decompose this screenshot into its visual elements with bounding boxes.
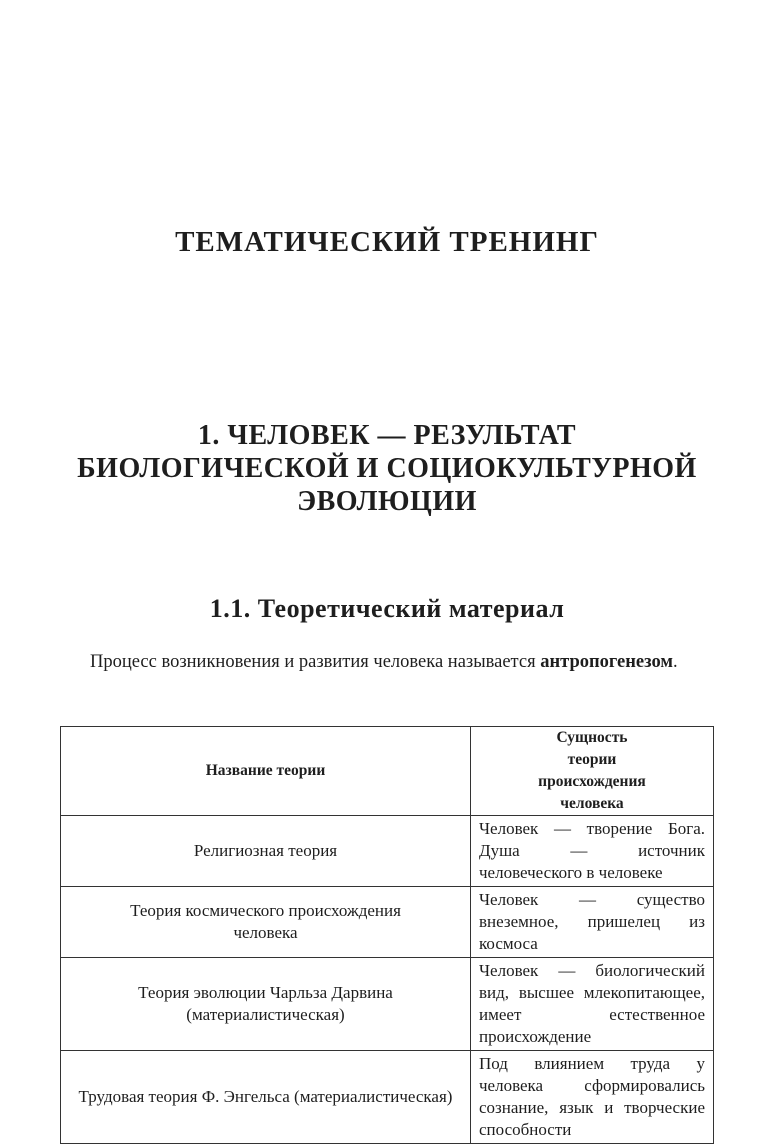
chapter-title-line: ЭВОЛЮЦИИ <box>297 486 477 517</box>
term: антропогенезом <box>540 652 673 672</box>
theory-essence: Под влиянием труда у человека сформировались сознание, язык и творческие способности <box>471 1051 714 1144</box>
paragraph-text: Процесс возникновения и развития человека называется <box>90 652 541 672</box>
table-row <box>61 1051 714 1144</box>
paragraph-end: . <box>672 652 678 672</box>
theories-table <box>60 726 714 1144</box>
table-row <box>61 958 714 1051</box>
theory-name: Трудовая теория Ф. Энгельса (материалистическая) <box>61 1051 471 1144</box>
theory-essence: Человек — биологический вид, высшее млекопитающее, имеет естественное происхождение <box>471 958 714 1051</box>
table-row <box>61 816 714 887</box>
chapter-title-line: БИОЛОГИЧЕСКОЙ И СОЦИОКУЛЬТУРНОЙ <box>77 453 697 484</box>
section-title: 1.1. Теоретический материал <box>209 594 565 623</box>
theory-name: Теория космического происхождения человека <box>61 887 471 958</box>
theory-name: Религиозная теория <box>61 816 471 887</box>
chapter-title <box>0 419 774 518</box>
table-header-row <box>61 727 714 816</box>
page-heading: ТЕМАТИЧЕСКИЙ ТРЕНИНГ <box>175 226 599 258</box>
table-row <box>61 887 714 958</box>
theory-name: Теория эволюции Чарльза Дарвина (материалистическая) <box>61 958 471 1051</box>
column-header: Название теории <box>61 727 471 816</box>
theory-essence: Человек — существо внеземное, пришелец из космоса <box>471 887 714 958</box>
theory-essence: Человек — творение Бога. Душа — источник человеческого в человеке <box>471 816 714 887</box>
column-header: Сущность теории происхождения человека <box>471 727 714 816</box>
chapter-title-line: 1. ЧЕЛОВЕК — РЕЗУЛЬТАТ <box>197 420 577 451</box>
intro-paragraph <box>60 650 714 675</box>
